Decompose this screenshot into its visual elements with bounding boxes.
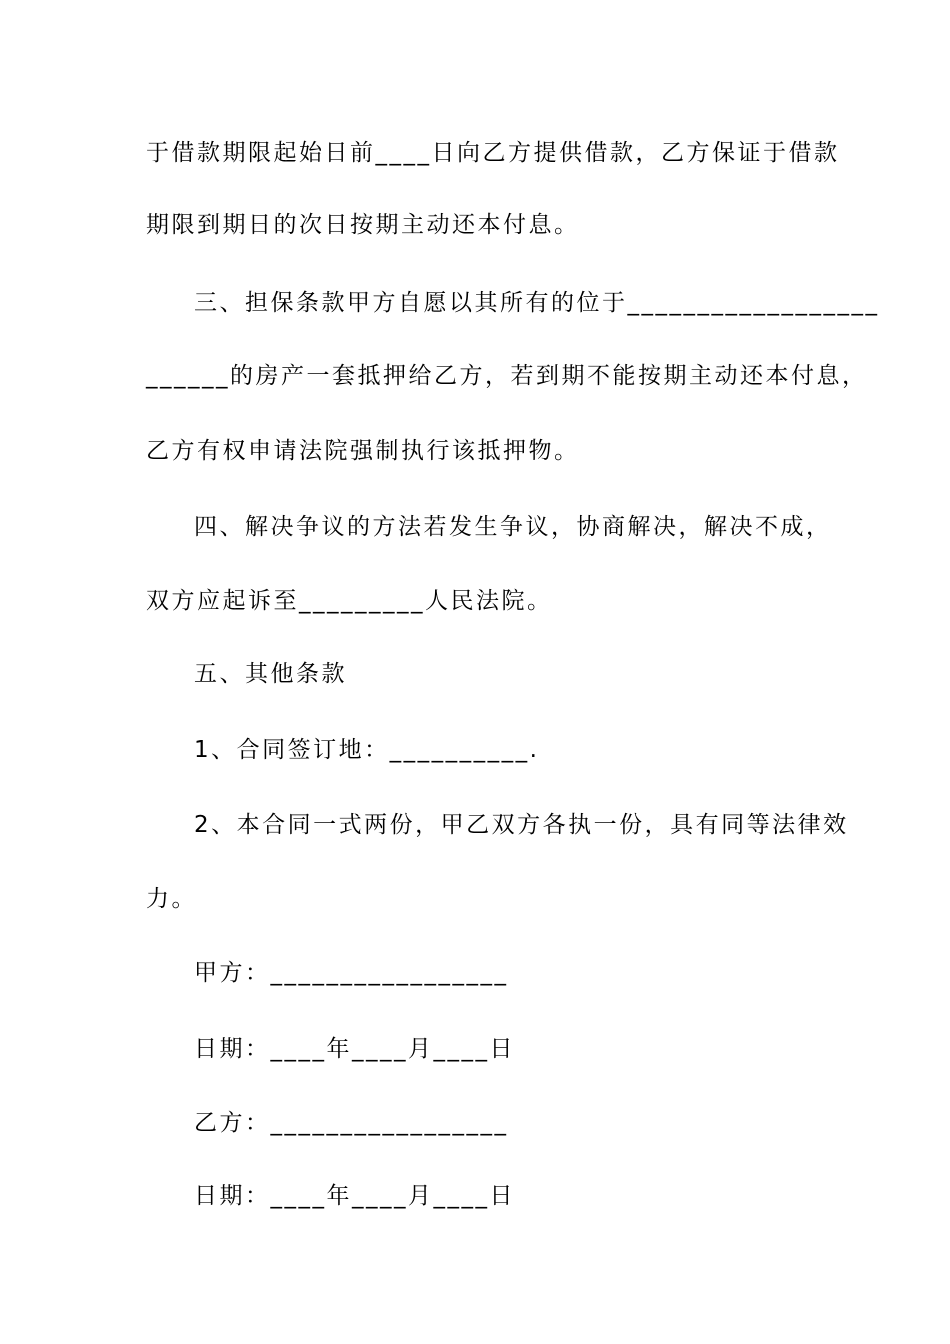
clause-two-text-line-1: 于借款期限起始日前____日向乙方提供借款，乙方保证于借款 [146, 140, 840, 166]
party-a-signature-line: 甲方：_________________ [194, 960, 509, 986]
clause-five-item-2-line-2: 力。 [146, 886, 197, 912]
clause-three-text-line-2: ______的房产一套抵押给乙方，若到期不能按期主动还本付息， [146, 363, 868, 389]
clause-five-item-2-line-1: 2、本合同一式两份，甲乙双方各执一份，具有同等法律效 [194, 812, 849, 838]
party-b-date-line: 日期：____年____月____日 [194, 1183, 515, 1209]
clause-three-text-line-1: 三、担保条款甲方自愿以其所有的位于__________________ [194, 290, 880, 316]
party-a-date-line: 日期：____年____月____日 [194, 1036, 515, 1062]
clause-five-heading: 五、其他条款 [194, 661, 347, 687]
clause-four-text-line-2: 双方应起诉至_________人民法院。 [146, 588, 553, 614]
party-b-signature-line: 乙方：_________________ [194, 1110, 509, 1136]
clause-four-text-line-1: 四、解决争议的方法若发生争议，协商解决，解决不成， [194, 514, 832, 540]
clause-two-text-line-2: 期限到期日的次日按期主动还本付息。 [146, 212, 580, 238]
clause-three-text-line-3: 乙方有权申请法院强制执行该抵押物。 [146, 438, 580, 464]
clause-five-item-1: 1、合同签订地：__________. [194, 737, 540, 763]
